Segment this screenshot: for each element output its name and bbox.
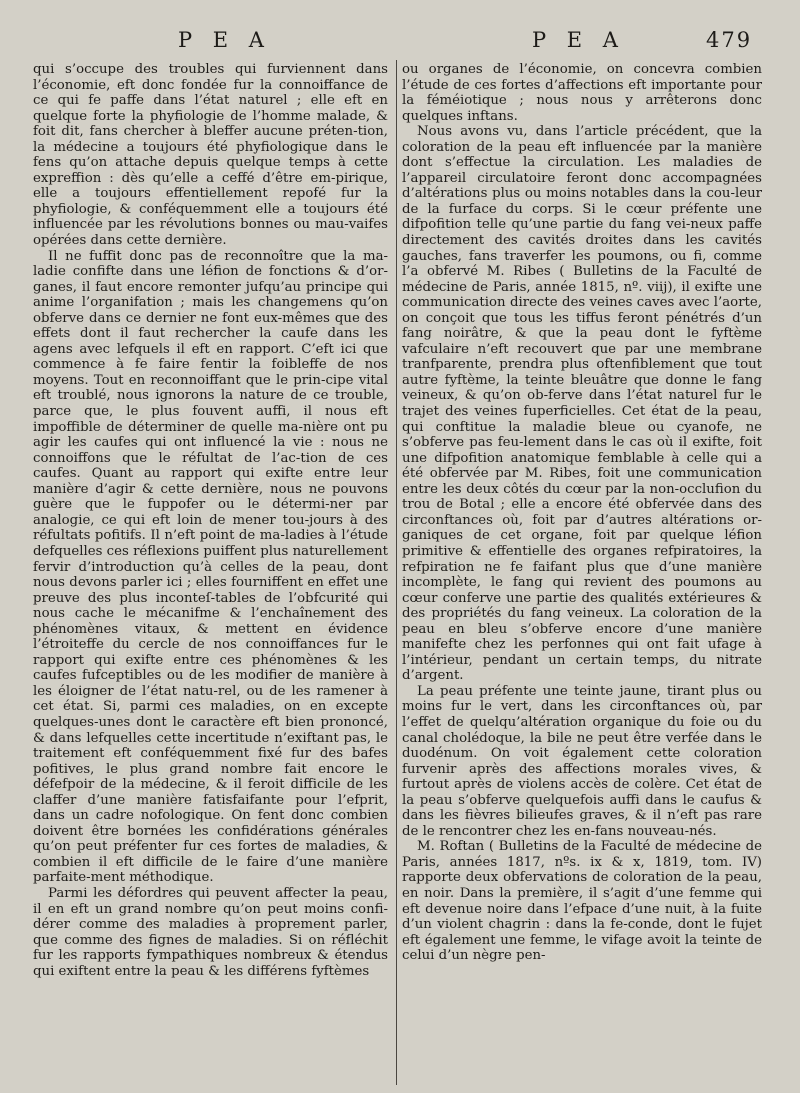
- right-running-head: P E A: [532, 28, 625, 52]
- right-column: [402, 62, 762, 964]
- column-divider: [396, 60, 397, 1085]
- paragraph: qui s’occupe des troubles qui furviennent dans l’économie, eft donc fondée fur la connoiffance de ce qui fe paffe dans l’état naturel ; elle eft en quelque forte la phyfiologie de l’homme malade, & foit dit, fans chercher à bleffer aucune préten-tion, la médecine a toujours été phyfiologique dans le fens qu’on attache depuis quelque temps à cette expreffion : dès qu’elle a ceffé d’être em-pirique, elle a toujours effentiellement repofé fur la phyfiologie, & conféquemment elle a toujours été influencée par les révolutions bonnes ou mau-vaifes opérées dans cette dernière.: [33, 62, 388, 249]
- left-running-head: P E A: [178, 28, 271, 52]
- paragraph: ou organes de l’économie, on concevra combien l’étude de ces fortes d’affections eft importante pour la féméiotique ; nous nous y arrêterons donc quelques inftans.: [402, 62, 762, 124]
- paragraph: Nous avons vu, dans l’article précédent, que la coloration de la peau eft influencée par la manière dont s’effectue la circulation. Les maladies de l’appareil circulatoire feront donc accompagnées d’altérations plus ou moins notables dans la cou-leur de la furface du corps. Si le cœur préfente une difpofition telle qu’une partie du fang vei-neux paffe directement des cavités droites dans les cavités gauches, fans traverfer les poumons, ou fi, comme l’a obfervé M. Ribes ( Bulletins de la Faculté de médecine de Paris, année 1815, nº. viij), il exifte une communication directe des veines caves avec l’aorte, on conçoit que tous les tiffus feront pénétrés d’un fang noirâtre, & que la peau dont le fyftème vafculaire n’eft recouvert que par une membrane tranfparente, prendra plus oftenfiblement que tout autre fyftème, la teinte bleuâtre que donne le fang veineux, & qu’on ob-ferve dans l’état naturel fur le trajet des veines fuperficielles. Cet état de la peau, qui conftitue la maladie bleue ou cyanofe, ne s’obferve pas feu-lement dans le cas où il exifte, foit une difpofition anatomique femblable à celle qui a été obfervée par M. Ribes, foit une communication entre les deux côtés du cœur par la non-occlufion du trou de Botal ; elle a encore été obfervée dans des circonftances où, foit par d’autres altérations or-ganiques de cet organe, foit par quelque léfion primitive & effentielle des organes refpiratoires, la refpiration ne fe faifant plus que d’une manière incomplète, le fang qui revient des poumons au cœur conferve une partie des qualités extérieures & des propriétés du fang veineux. La coloration de la peau en bleu s’obferve encore d’une manière manifefte chez les perfonnes qui ont fait ufage à l’intérieur, pendant un certain temps, du nitrate d’argent.: [402, 124, 762, 684]
- page-number: 479: [706, 28, 753, 52]
- paragraph: La peau préfente une teinte jaune, tirant plus ou moins fur le vert, dans les circonftances où, par l’effet de quelqu’altération organique du foie ou du canal cholédoque, la bile ne peut être verfée dans le duodénum. On voit également cette coloration furvenir après des affections morales vives, & furtout après de violens accès de colère. Cet état de la peau s’obferve quelquefois auffi dans le caufus & dans les fièvres bilieufes graves, & il n’eft pas rare de le rencontrer chez les en-fans nouveau-nés.: [402, 683, 762, 839]
- paragraph: Il ne fuffit donc pas de reconnoître que la ma-ladie confifte dans une léfion de fonctions & d’or-ganes, il faut encore remonter jufqu’au principe qui anime l’organifation ; mais les changemens qu’on obferve dans ce dernier ne font eux-mêmes que des effets dont il faut rechercher la caufe dans les agens avec lefquels il eft en rapport. C’eft ici que commence à fe faire fentir la foibleffe de nos moyens. Tout en reconnoiffant que le prin-cipe vital eft troublé, nous ignorons la nature de ce trouble, parce que, le plus fouvent auffi, il nous eft impoffible de déterminer de quelle ma-nière ont pu agir les caufes qui ont influencé la vie : nous ne connoiffons que le réfultat de l’ac-tion de ces caufes. Quant au rapport qui exifte entre leur manière d’agir & cette dernière, nous ne pouvons guère que le fuppofer ou le détermi-ner par analogie, ce qui eft loin de mener tou-jours à des réfultats pofitifs. Il n’eft point de ma-ladies à l’étude defquelles ces réflexions puiffent plus naturellement fervir d’introduction qu’à celles de la peau, dont nous devons parler ici ; elles fourniffent en effet une preuve des plus inconteſ-tables de l’obfcurité qui nous cache le mécanifme & l’enchaînement des phénomènes vitaux, & mettent en évidence l’étroiteffe du cercle de nos connoiffances fur le rapport qui exifte entre ces phénomènes & les caufes fufceptibles ou de les modifier de manière à les éloigner de l’état natu-rel, ou de les ramener à cet état. Si, parmi ces maladies, on en excepte quelques-unes dont le caractère eft bien prononcé, & dans lefquelles cette incertitude n’exiftant pas, le traitement eft conféquemment fixé fur des bafes pofitives, le plus grand nombre fait encore le défefpoir de la médecine, & il feroit difficile de les claffer d’une manière fatisfaifante pour l’efprit, dans un cadre nofologique. On fent donc combien doivent être bornées les confidérations générales qu’on peut préfenter fur ces fortes de maladies, & combien il eft difficile de le faire d’une manière parfaite-ment méthodique.: [33, 248, 388, 886]
- paragraph: M. Roftan ( Bulletins de la Faculté de médecine de Paris, années 1817, nºs. ix & x, 1819, tom. IV) rapporte deux obfervations de coloration de la peau, en noir. Dans la première, il s’agit d’une femme qui eft devenue noire dans l’efpace d’une nuit, à la fuite d’un violent chagrin : dans la fe-conde, dont le fujet eft également une femme, le vifage avoit la teinte de celui d’un nègre pen-: [402, 839, 762, 964]
- running-header: [0, 28, 800, 56]
- left-column: [33, 62, 388, 979]
- paragraph: Parmi les défordres qui peuvent affecter la peau, il en eft un grand nombre qu’on peut moins confi-dérer comme des maladies à proprement parler, que comme des fignes de maladies. Si on réfléchit fur les rapports fympathiques nombreux & étendus qui exiftent entre la peau & les différens fyftèmes: [33, 885, 388, 979]
